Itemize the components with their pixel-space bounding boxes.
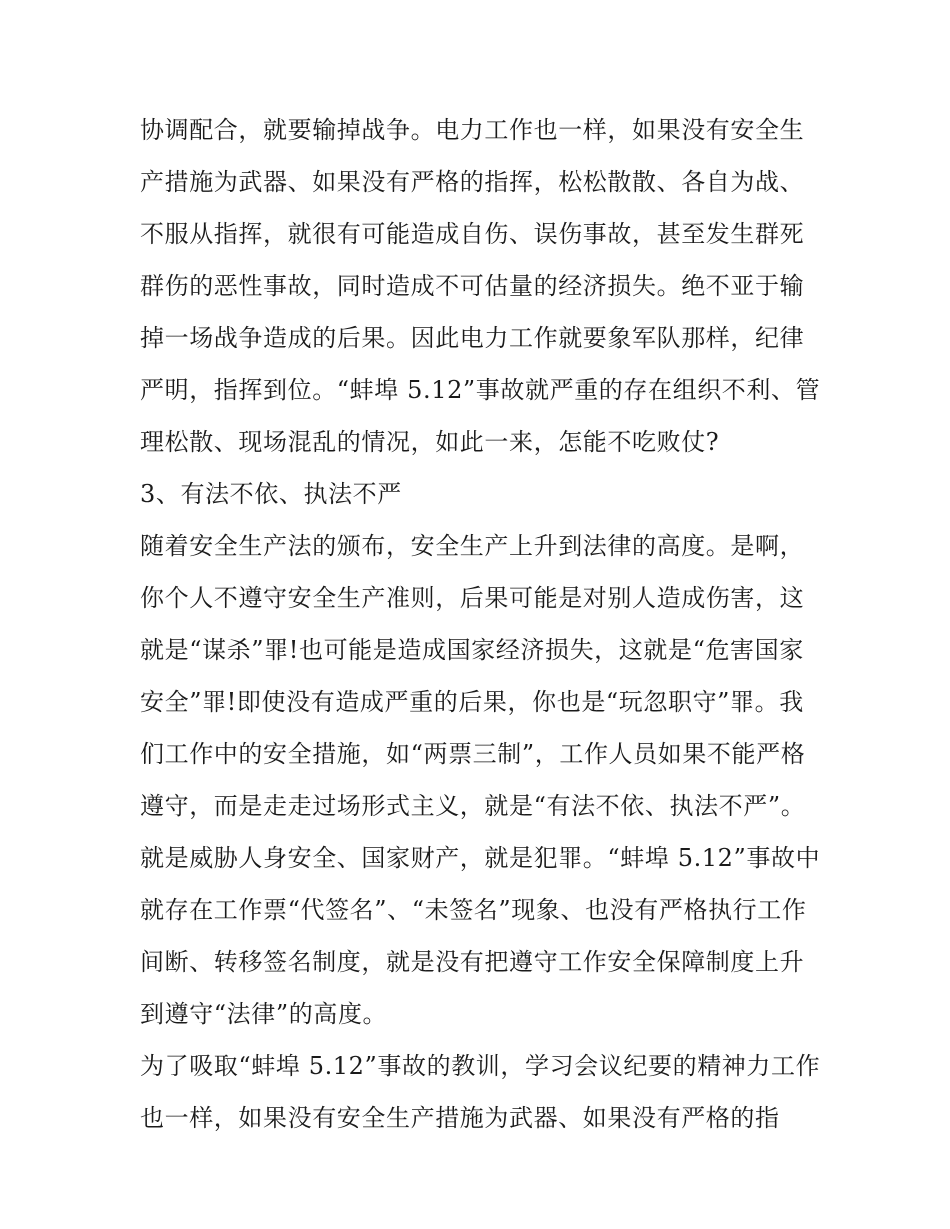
text-line: 不服从指挥，就很有可能造成自伤、误伤事故，甚至发生群死 [140,220,805,248]
text-line: 产措施为武器、如果没有严格的指挥，松松散散、各自为战、 [140,168,805,196]
text-line: 就存在工作票“代签名”、“未签名”现象、也没有严格执行工作 [140,896,807,924]
text-line: 也一样，如果没有安全生产措施为武器、如果没有严格的指 [140,1104,780,1132]
text-line: 随着安全生产法的颁布，安全生产上升到法律的高度。是啊， [140,532,805,560]
text-line: 遵守，而是走走过场形式主义，就是“有法不依、执法不严”。 [140,792,806,820]
text-line: 们工作中的安全措施，如“两票三制”，工作人员如果不能严格 [140,740,806,768]
text-line: 到遵守“法律”的高度。 [140,1000,388,1028]
text-line: 为了吸取“蚌埠 5.12”事故的教训，学习会议纪要的精神力工作 [140,1052,821,1080]
text-line: 严明，指挥到位。“蚌埠 5.12”事故就严重的存在组织不利、管 [140,376,821,404]
section-heading: 3、有法不依、执法不严 [140,480,402,508]
text-line: 协调配合，就要输掉战争。电力工作也一样，如果没有安全生 [140,116,805,144]
body-text [140,104,830,1144]
text-line: 你个人不遵守安全生产准则，后果可能是对别人造成伤害，这 [140,584,805,612]
text-line: 群伤的恶性事故，同时造成不可估量的经济损失。绝不亚于输 [140,272,805,300]
text-line: 就是威胁人身安全、国家财产，就是犯罪。“蚌埠 5.12”事故中 [140,844,821,872]
text-line: 掉一场战争造成的后果。因此电力工作就要象军队那样，纪律 [140,324,805,352]
text-line: 就是“谋杀”罪!也可能是造成国家经济损失，这就是“危害国家 [140,636,804,664]
text-line: 理松散、现场混乱的情况，如此一来，怎能不吃败仗? [140,428,720,456]
text-line: 安全”罪!即使没有造成严重的后果，你也是“玩忽职守”罪。我 [140,688,804,716]
text-line: 间断、转移签名制度，就是没有把遵守工作安全保障制度上升 [140,948,805,976]
